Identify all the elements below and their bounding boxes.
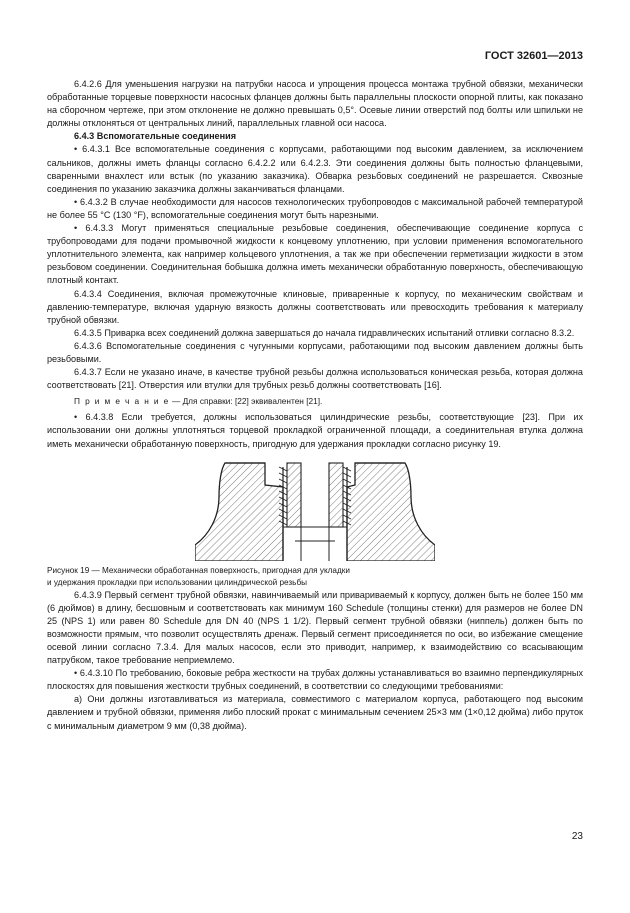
threaded-connection-drawing	[195, 457, 435, 561]
paragraph-6-4-3-5: 6.4.3.5 Приварка всех соединений должна завершаться до начала гидравлических испытаний отливки согласно 8.3.2.	[74, 327, 575, 338]
paragraph-6-4-2-6: 6.4.2.6 Для уменьшения нагрузки на патрубки насоса и упрощения процесса монтажа трубной обвязки, механически обработанные торцевые поверхности насосных фланцев должны быть параллельны плоскости опорной плиты, как показано на сборочном чертеже, при этом отклонение не должно превышать 0,5°. Осевые линии отверстий под болты или шпильки не должны отклоняться от центральных линий, параллельных главной оси насоса.	[47, 79, 583, 129]
page-number: 23	[571, 831, 583, 842]
paragraph-6-4-3-1: • 6.4.3.1 Все вспомогательные соединения с корпусами, работающими под высоким давлением, за исключением сальников, должны иметь фланцы согласно 6.4.2.2 или 6.4.2.3. Эти соединения должны быть полностью фланцевыми, сваренными внахлест или встык (по указанию заказчика). Обварка резьбовых соединений не разрешается. Сквозные соединения по указанию заказчика должны заканчиваться фланцами.	[47, 144, 583, 194]
figure-19-caption	[47, 565, 583, 589]
note-label: П р и м е ч а н и е	[74, 396, 170, 407]
list-item-a: а) Они должны изготавливаться из материала, совместимого с материалом корпуса, работающего под высоким давлением и трубной обвязки, применяя либо плоский прокат с минимальным сечением 25×3 мм (1×0,12 дюйма) либо пруток с минимальным диаметром 9 мм (0,38 дюйма).	[47, 694, 583, 731]
paragraph-6-4-3-6: 6.4.3.6 Вспомогательные соединения с чугунными корпусами, работающими под высоким давлением должны быть резьбовыми.	[47, 340, 583, 364]
paragraph-6-4-3-9: 6.4.3.9 Первый сегмент трубной обвязки, навинчиваемый или привариваемый к корпусу, должен быть не более 150 мм (6 дюймов) в длину, бесшовным и соответствовать как минимум 160 Schedule (толщины стенки) для размеров не более DN 25 (NPS 1) или равен 80 Schedule для DN 40 (NPS 1 1/2). Первый сегмент трубной обвязки (ниппель) должен быть по возможности прямым, что позволит осуществлять дренаж. Первый сегмент присоединяется по оси, во избежание смещение осевой линии согласно 7.3.4. Для малых насосов, если это приводит, например, к взаимодействию со всасывающим патрубком, такое требование неприемлемо.	[47, 589, 583, 666]
paragraph-6-4-3-2: • 6.4.3.2 В случае необходимости для насосов технологических трубопроводов с максимальной рабочей температурой не более 55 °С (130 °F), вспомогательные соединения могут быть нарезными.	[47, 196, 583, 220]
document-body	[47, 78, 583, 733]
caption-line-1: Рисунок 19 — Механически обработанная поверхность, пригодная для укладки	[47, 565, 350, 575]
figure-19	[47, 457, 583, 561]
section-heading-6-4-3: 6.4.3 Вспомогательные соединения	[74, 131, 237, 142]
document-header: ГОСТ 32601—2013	[484, 50, 583, 62]
paragraph-6-4-3-4: 6.4.3.4 Соединения, включая промежуточные клиновые, приваренные к корпусу, по механическим свойствам и давлению-температуре, включая ударную вязкость должны соответствовать или превосходить требования к материалу трубной обвязки.	[47, 288, 583, 325]
caption-line-2: и удержания прокладки при использовании цилиндрической резьбы	[47, 577, 308, 587]
paragraph-6-4-3-10: • 6.4.3.10 По требованию, боковые ребра жесткости на трубах должны устанавливаться во взаимно перпендикулярных плоскостях для повышения жесткости трубных соединений, в соответствии со следующими требованиями:	[47, 668, 583, 692]
note-text: — Для справки: [22] эквивалентен [21].	[169, 396, 323, 407]
paragraph-6-4-3-3: • 6.4.3.3 Могут применяться специальные резьбовые соединения, обеспечивающие соединение корпуса с трубопроводами для подачи промывочной жидкости к концевому уплотнению, при условии применения вспомогательного уплотнительного элемента, как например кольцевого уплотнения, а так же при обеспечении герметизации жидкости в этом резьбовом соединении. Соединительная бобышка должна иметь механически обработанную поверхность, обеспечивающую плотный контакт.	[47, 223, 583, 286]
paragraph-6-4-3-7: 6.4.3.7 Если не указано иначе, в качестве трубной резьбы должна использоваться коническая резьба, которая должна соответствовать [21]. Отверстия или втулки для трубных резьб должны соответствовать [16].	[47, 367, 583, 391]
note	[47, 395, 583, 408]
paragraph-6-4-3-8: • 6.4.3.8 Если требуется, должны использоваться цилиндрические резьбы, соответствующие [23]. При их использовании они должны уплотняться торцевой прокладкой ограниченной площади, а соединительная втулка должна иметь механически обработанную поверхность, пригодную для удержания прокладки согласно рисунку 19.	[47, 412, 583, 449]
